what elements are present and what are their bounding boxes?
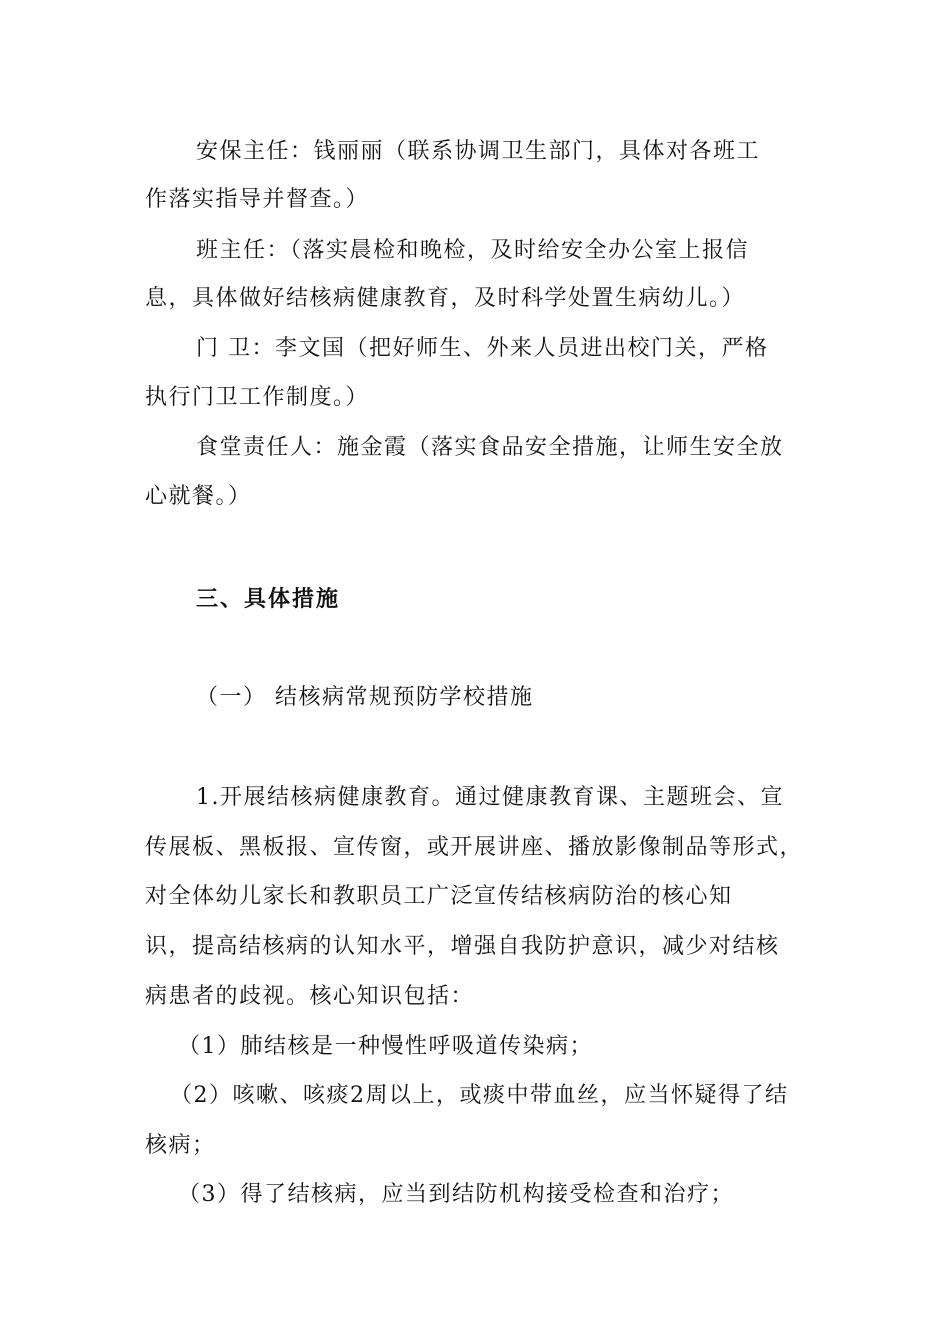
subsection-heading: （一） 结核病常规预防学校措施	[196, 685, 534, 710]
paragraph-line-1: 1.开展结核病健康教育。通过健康教育课、主题班会、宣	[196, 785, 784, 810]
role-canteen-manager-line-2: 心就餐。）	[145, 484, 252, 509]
role-canteen-manager-line-1: 食堂责任人：施金霞（落实食品安全措施，让师生安全放	[196, 435, 784, 460]
role-class-teacher-line-1: 班主任：（落实晨检和晚检，及时给安全办公室上报信	[196, 238, 750, 263]
paragraph-line-4: 识，提高结核病的认知水平，增强自我防护意识，减少对结核	[145, 934, 780, 959]
paragraph-line-3: 对全体幼儿家长和教职员工广泛宣传结核病防治的核心知	[145, 884, 733, 909]
section-heading: 三、具体措施	[196, 586, 341, 612]
role-gatekeeper-line-1: 门 卫：李文国（把好师生、外来人员进出校门关，严格	[196, 336, 769, 361]
role-security-director-line-1: 安保主任：钱丽丽（联系协调卫生部门，具体对各班工	[196, 139, 761, 164]
paragraph-line-2: 传展板、黑板报、宣传窗，或开展讲座、播放影像制品等形式，	[145, 835, 804, 860]
knowledge-item-2-line-1: （2）咳嗽、咳痰2周以上，或痰中带血丝，应当怀疑得了结	[170, 1083, 789, 1108]
knowledge-item-1: （1）肺结核是一种慢性呼吸道传染病；	[178, 1034, 593, 1059]
role-gatekeeper-line-2: 执行门卫工作制度。）	[145, 385, 370, 410]
knowledge-item-3: （3）得了结核病，应当到结防机构接受检查和治疗；	[178, 1182, 734, 1207]
paragraph-line-5: 病患者的歧视。核心知识包括：	[145, 984, 475, 1009]
knowledge-item-2-line-2: 核病；	[145, 1133, 216, 1158]
role-class-teacher-line-2: 息，具体做好结核病健康教育，及时科学处置生病幼儿。）	[145, 286, 746, 311]
role-security-director-line-2: 作落实指导并督查。）	[145, 187, 370, 212]
